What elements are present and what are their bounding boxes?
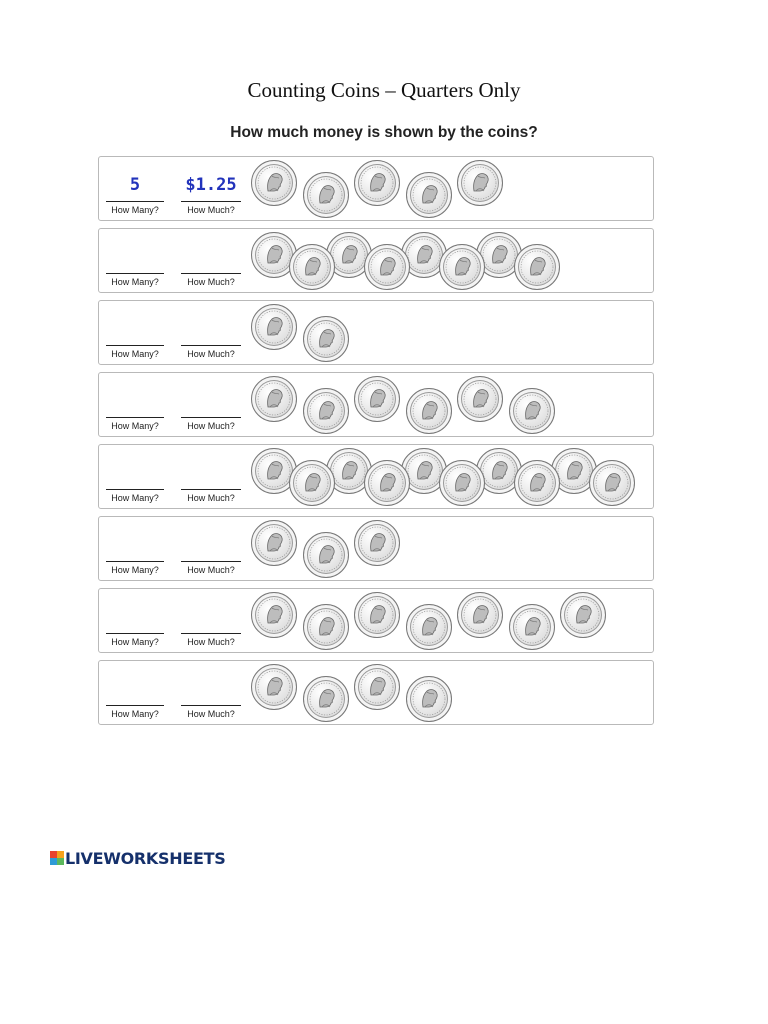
- how-many-label: How Many?: [111, 565, 159, 575]
- worksheet-title: Counting Coins – Quarters Only: [247, 78, 521, 102]
- how-many-slot[interactable]: [106, 661, 164, 724]
- answer-line: [181, 201, 241, 202]
- how-many-label: How Many?: [111, 421, 159, 431]
- quarter-coin-icon: [406, 172, 452, 218]
- liveworksheets-logo: [50, 849, 225, 867]
- how-many-slot[interactable]: [106, 157, 164, 220]
- quarter-coin-icon: [303, 604, 349, 650]
- answer-line: [106, 489, 164, 490]
- quarter-coin-icon: [303, 316, 349, 362]
- answer-line: [106, 561, 164, 562]
- how-much-slot[interactable]: [181, 661, 241, 724]
- how-many-answer[interactable]: 5: [129, 175, 141, 195]
- how-much-label: How Much?: [187, 637, 235, 647]
- quarter-coin-icon: [354, 160, 400, 206]
- how-many-label: How Many?: [111, 277, 159, 287]
- answer-line: [106, 345, 164, 346]
- exercise-row: [98, 660, 654, 725]
- quarter-coin-icon: [406, 676, 452, 722]
- quarter-coin-icon: [251, 664, 297, 710]
- quarter-coin-icon: [364, 460, 410, 506]
- how-much-label: How Much?: [187, 493, 235, 503]
- quarter-coin-icon: [303, 676, 349, 722]
- liveworksheets-logo-icon: [50, 851, 64, 865]
- exercise-row: [98, 228, 654, 293]
- quarter-coin-icon: [354, 592, 400, 638]
- exercise-row: [98, 372, 654, 437]
- quarter-coin-icon: [251, 160, 297, 206]
- how-much-label: How Much?: [187, 565, 235, 575]
- coin-group: [251, 301, 651, 364]
- how-much-slot[interactable]: [181, 445, 241, 508]
- quarter-coin-icon: [251, 520, 297, 566]
- coin-group: [251, 157, 651, 220]
- how-many-label: How Many?: [111, 205, 159, 215]
- answer-line: [181, 345, 241, 346]
- quarter-coin-icon: [289, 244, 335, 290]
- answer-line: [181, 561, 241, 562]
- how-many-slot[interactable]: [106, 301, 164, 364]
- exercise-row: [98, 156, 654, 221]
- how-many-label: How Many?: [111, 637, 159, 647]
- answer-line: [181, 489, 241, 490]
- exercise-rows: [98, 156, 654, 732]
- answer-line: [106, 417, 164, 418]
- quarter-coin-icon: [406, 388, 452, 434]
- exercise-row: [98, 300, 654, 365]
- how-much-slot[interactable]: [181, 229, 241, 292]
- quarter-coin-icon: [251, 376, 297, 422]
- how-many-label: How Many?: [111, 349, 159, 359]
- exercise-row: [98, 588, 654, 653]
- quarter-coin-icon: [406, 604, 452, 650]
- exercise-row: [98, 444, 654, 509]
- quarter-coin-icon: [251, 304, 297, 350]
- coin-group: [251, 445, 651, 508]
- coin-group: [251, 661, 651, 724]
- answer-line: [106, 633, 164, 634]
- quarter-coin-icon: [354, 376, 400, 422]
- quarter-coin-icon: [439, 460, 485, 506]
- how-much-slot[interactable]: [181, 301, 241, 364]
- quarter-coin-icon: [457, 160, 503, 206]
- quarter-coin-icon: [514, 460, 560, 506]
- quarter-coin-icon: [251, 592, 297, 638]
- answer-line: [106, 201, 164, 202]
- answer-line: [181, 417, 241, 418]
- how-many-label: How Many?: [111, 709, 159, 719]
- liveworksheets-brand-name: LIVEWORKSHEETS: [65, 848, 226, 868]
- quarter-coin-icon: [589, 460, 635, 506]
- how-much-slot[interactable]: [181, 589, 241, 652]
- how-much-slot[interactable]: [181, 373, 241, 436]
- quarter-coin-icon: [303, 388, 349, 434]
- coin-group: [251, 373, 651, 436]
- quarter-coin-icon: [509, 604, 555, 650]
- how-much-label: How Much?: [187, 709, 235, 719]
- how-much-label: How Much?: [187, 205, 235, 215]
- quarter-coin-icon: [514, 244, 560, 290]
- quarter-coin-icon: [303, 532, 349, 578]
- answer-line: [181, 273, 241, 274]
- how-many-slot[interactable]: [106, 517, 164, 580]
- answer-line: [106, 273, 164, 274]
- how-much-answer[interactable]: $1.25: [185, 175, 237, 195]
- coin-group: [251, 517, 651, 580]
- quarter-coin-icon: [303, 172, 349, 218]
- answer-line: [181, 633, 241, 634]
- exercise-row: [98, 516, 654, 581]
- quarter-coin-icon: [289, 460, 335, 506]
- answer-line: [181, 705, 241, 706]
- coin-group: [251, 229, 651, 292]
- quarter-coin-icon: [509, 388, 555, 434]
- answer-line: [106, 705, 164, 706]
- how-many-slot[interactable]: [106, 589, 164, 652]
- quarter-coin-icon: [354, 664, 400, 710]
- quarter-coin-icon: [439, 244, 485, 290]
- quarter-coin-icon: [560, 592, 606, 638]
- how-many-slot[interactable]: [106, 229, 164, 292]
- how-many-label: How Many?: [111, 493, 159, 503]
- how-much-slot[interactable]: [181, 517, 241, 580]
- how-much-label: How Much?: [187, 277, 235, 287]
- worksheet-instruction: How much money is shown by the coins?: [230, 124, 538, 141]
- how-much-label: How Much?: [187, 349, 235, 359]
- how-much-label: How Much?: [187, 421, 235, 431]
- quarter-coin-icon: [364, 244, 410, 290]
- quarter-coin-icon: [457, 592, 503, 638]
- quarter-coin-icon: [457, 376, 503, 422]
- how-much-slot[interactable]: [181, 157, 241, 220]
- quarter-coin-icon: [354, 520, 400, 566]
- how-many-slot[interactable]: [106, 373, 164, 436]
- coin-group: [251, 589, 651, 652]
- how-many-slot[interactable]: [106, 445, 164, 508]
